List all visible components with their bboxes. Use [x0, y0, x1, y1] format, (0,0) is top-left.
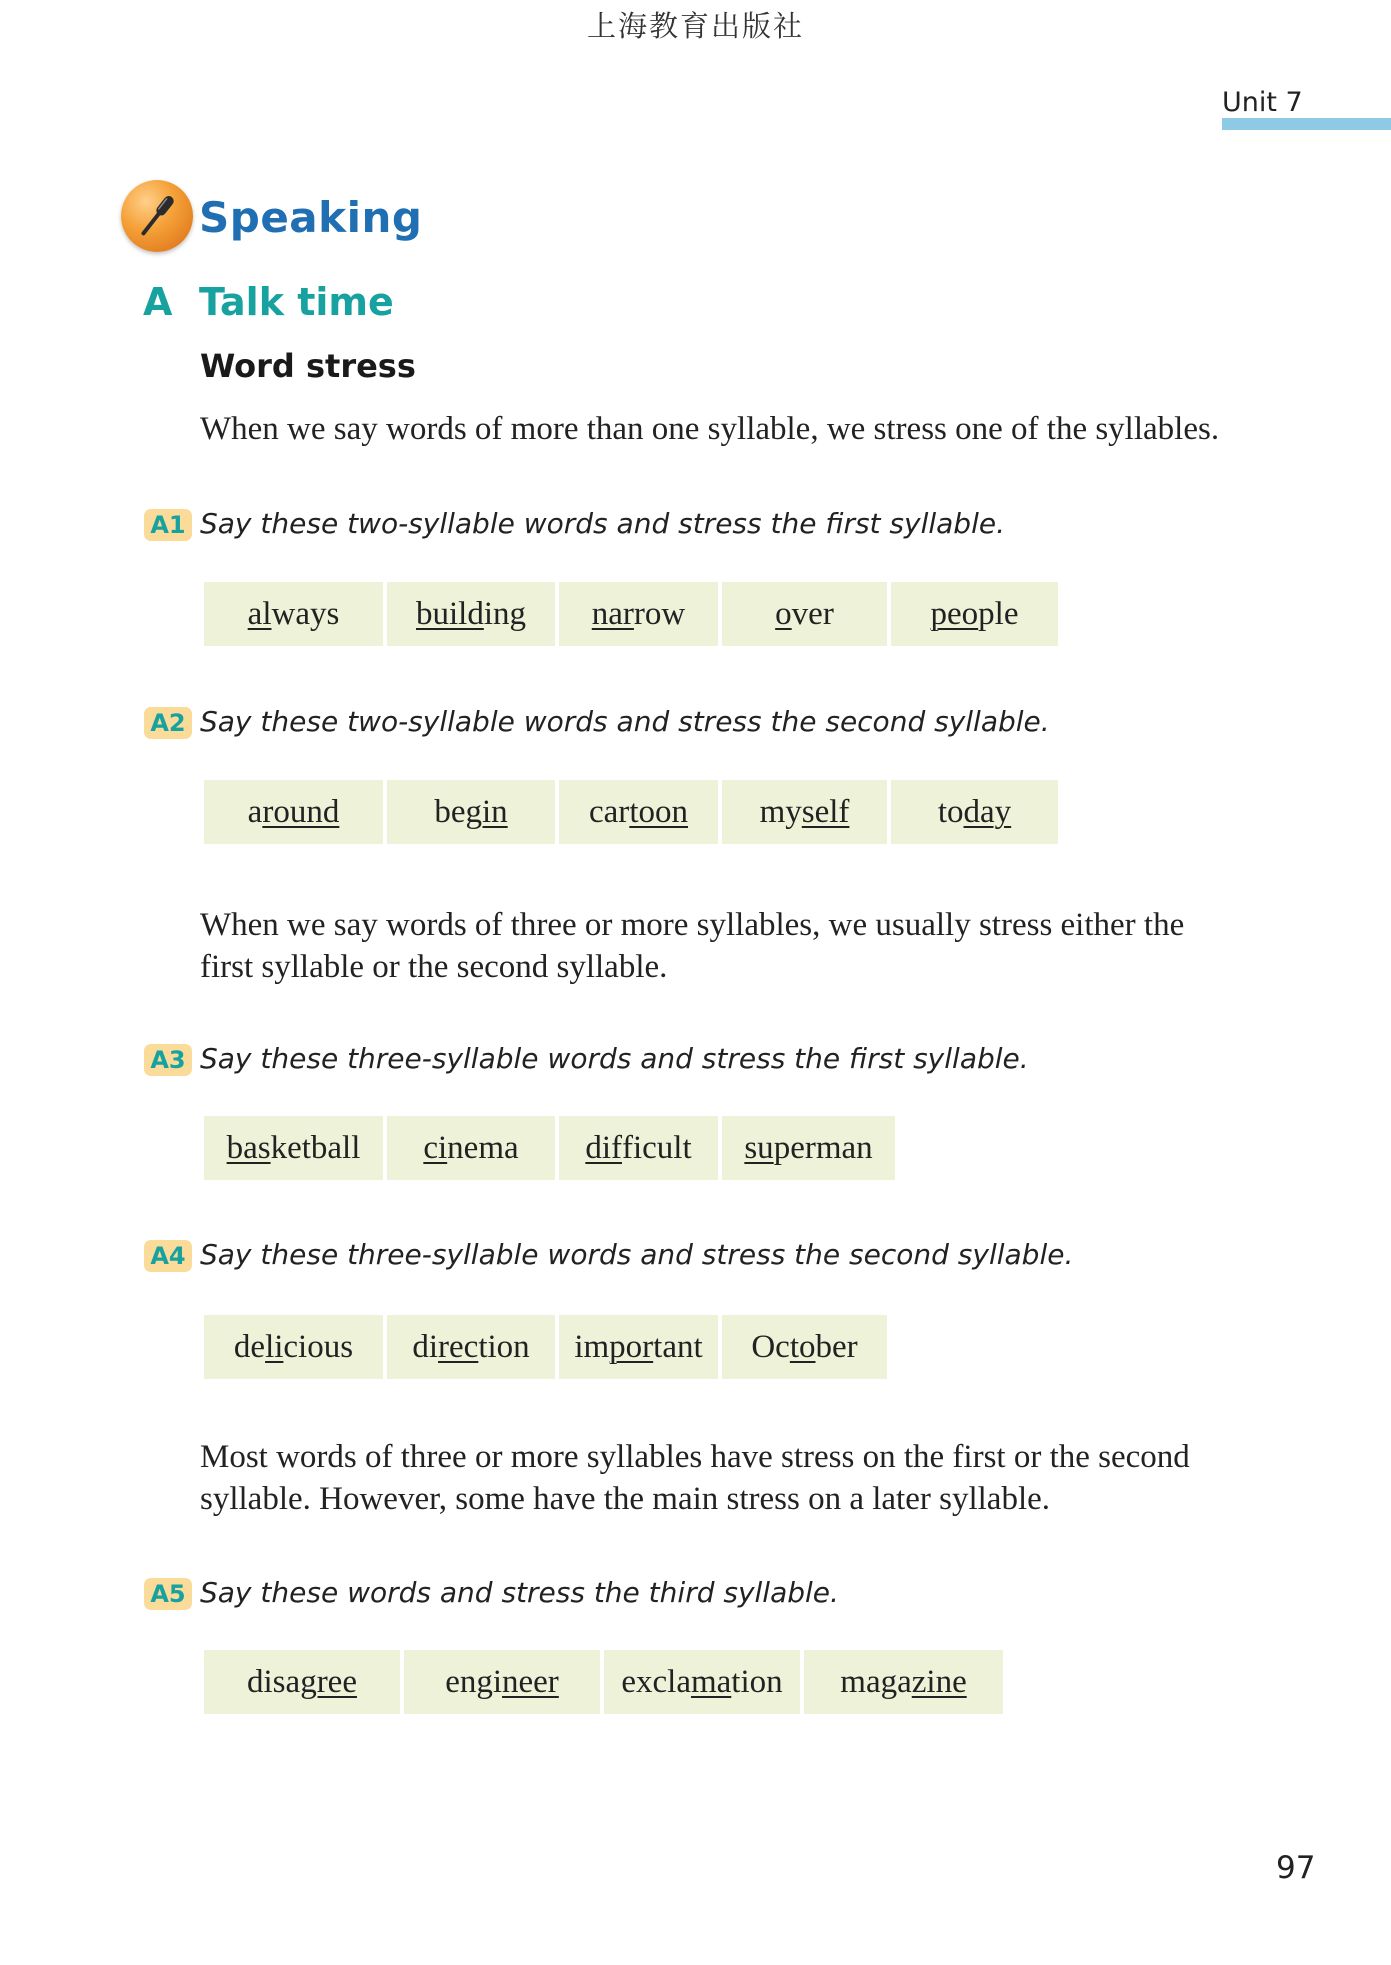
exercise-instruction-a5: Say these words and stress the third syllable. [200, 1576, 839, 1609]
exercise-label-a2: A2 [144, 707, 192, 739]
exercise-label-a5: A5 [144, 1578, 192, 1610]
word-unstressed-start: be [434, 793, 466, 830]
word-cell [804, 1650, 1003, 1714]
word-cell [722, 1116, 895, 1180]
stressed-syllable: bas [226, 1129, 271, 1166]
word-cell [722, 1315, 887, 1379]
exercise-instruction-a2: Say these two-syllable words and stress the second syllable. [200, 705, 1050, 738]
stressed-syllable: toon [629, 793, 688, 830]
stressed-syllable: neer [502, 1663, 559, 1700]
word-cell [559, 582, 718, 646]
exercise-label-a4: A4 [144, 1240, 192, 1272]
word-cell [559, 1315, 718, 1379]
section-letter: A [143, 280, 173, 324]
stressed-syllable: al [247, 595, 272, 632]
word-cell [204, 1650, 400, 1714]
stressed-syllable: build [415, 595, 484, 632]
subheading: Word stress [200, 347, 416, 385]
stressed-syllable: day [963, 793, 1012, 830]
word-unstressed-end: ing [483, 595, 526, 632]
word-cell [204, 582, 383, 646]
word-row-a4 [204, 1315, 887, 1379]
word-unstressed-end: ber [815, 1328, 858, 1365]
word-row-a2 [204, 780, 1058, 844]
exercise-label-a1: A1 [144, 509, 192, 541]
word-unstressed-end: nema [447, 1129, 519, 1166]
intro-paragraph-2: When we say words of three or more syllables, we usually stress either the first syllable or the second syllable. [200, 907, 1185, 985]
word-cell [387, 1116, 555, 1180]
word-unstressed-start: di [412, 1328, 439, 1365]
word-unstressed-end: ways [271, 595, 340, 632]
word-cell [604, 1650, 800, 1714]
word-unstressed-start: im [574, 1328, 610, 1365]
stressed-syllable: li [265, 1328, 284, 1365]
word-unstressed-start: Oc [751, 1328, 790, 1365]
word-cell [722, 582, 887, 646]
word-cell [387, 780, 555, 844]
intro-paragraph-3: Most words of three or more syllables have stress on the first or the second syllable. However, some have the main stress on a later syllable. [200, 1439, 1190, 1517]
word-unstressed-start: excla [621, 1663, 691, 1700]
unit-label: Unit 7 [1222, 87, 1303, 118]
word-cell [387, 582, 555, 646]
stressed-syllable: ma [690, 1663, 732, 1700]
word-unstressed-start: to [937, 793, 964, 830]
word-unstressed-end: tion [478, 1328, 530, 1365]
intro-paragraph-1: When we say words of more than one syllable, we stress one of the syllables. [200, 411, 1220, 447]
word-unstressed-start: disa [247, 1663, 301, 1700]
exercise-instruction-a3: Say these three-syllable words and stress the first syllable. [200, 1042, 1029, 1075]
word-unstressed-start: car [589, 793, 630, 830]
word-cell [559, 1116, 718, 1180]
unit-bar [1222, 118, 1391, 130]
word-unstressed-end: ketball [270, 1129, 361, 1166]
word-unstressed-start: a [247, 793, 263, 830]
word-unstressed-end: cious [283, 1328, 354, 1365]
word-unstressed-start: maga [840, 1663, 912, 1700]
page-number: 97 [1276, 1850, 1316, 1886]
stressed-syllable: self [801, 793, 850, 830]
word-cell [204, 1315, 383, 1379]
word-unstressed-start: engi [445, 1663, 503, 1700]
microphone-icon [121, 180, 193, 252]
stressed-syllable: zine [911, 1663, 967, 1700]
word-unstressed-end: tant [653, 1328, 703, 1365]
word-cell [891, 582, 1058, 646]
word-unstressed-end: ver [791, 595, 834, 632]
word-unstressed-end: perman [773, 1129, 873, 1166]
word-cell [204, 1116, 383, 1180]
word-unstressed-end: ple [978, 595, 1019, 632]
word-cell [722, 780, 887, 844]
word-row-a3 [204, 1116, 895, 1180]
word-cell [559, 780, 718, 844]
stressed-syllable: rec [438, 1328, 479, 1365]
word-unstressed-start: de [233, 1328, 266, 1365]
stressed-syllable: peo [930, 595, 979, 632]
word-row-a1 [204, 582, 1058, 646]
stressed-syllable: su [744, 1129, 774, 1166]
stressed-syllable: dif [585, 1129, 622, 1166]
stressed-syllable: ci [423, 1129, 448, 1166]
word-row-a5 [204, 1650, 1003, 1714]
word-unstressed-end: tion [731, 1663, 783, 1700]
stressed-syllable: gin [465, 793, 508, 830]
stressed-syllable: gree [300, 1663, 357, 1700]
word-cell [204, 780, 383, 844]
section-title: Talk time [199, 280, 394, 324]
word-cell [404, 1650, 600, 1714]
stressed-syllable: to [789, 1328, 816, 1365]
word-unstressed-end: ficult [622, 1129, 692, 1166]
publisher-name: 上海教育出版社 [586, 9, 804, 43]
word-cell [891, 780, 1058, 844]
word-unstressed-end: row [633, 595, 686, 632]
stressed-syllable: o [775, 595, 792, 632]
exercise-label-a3: A3 [144, 1044, 192, 1076]
exercise-instruction-a4: Say these three-syllable words and stress the second syllable. [200, 1238, 1074, 1271]
word-unstressed-start: my [759, 793, 802, 830]
stressed-syllable: nar [591, 595, 634, 632]
word-cell [387, 1315, 555, 1379]
stressed-syllable: round [262, 793, 340, 830]
speaking-heading: Speaking [199, 193, 423, 242]
stressed-syllable: por [609, 1328, 654, 1365]
exercise-instruction-a1: Say these two-syllable words and stress the first syllable. [200, 507, 1005, 540]
